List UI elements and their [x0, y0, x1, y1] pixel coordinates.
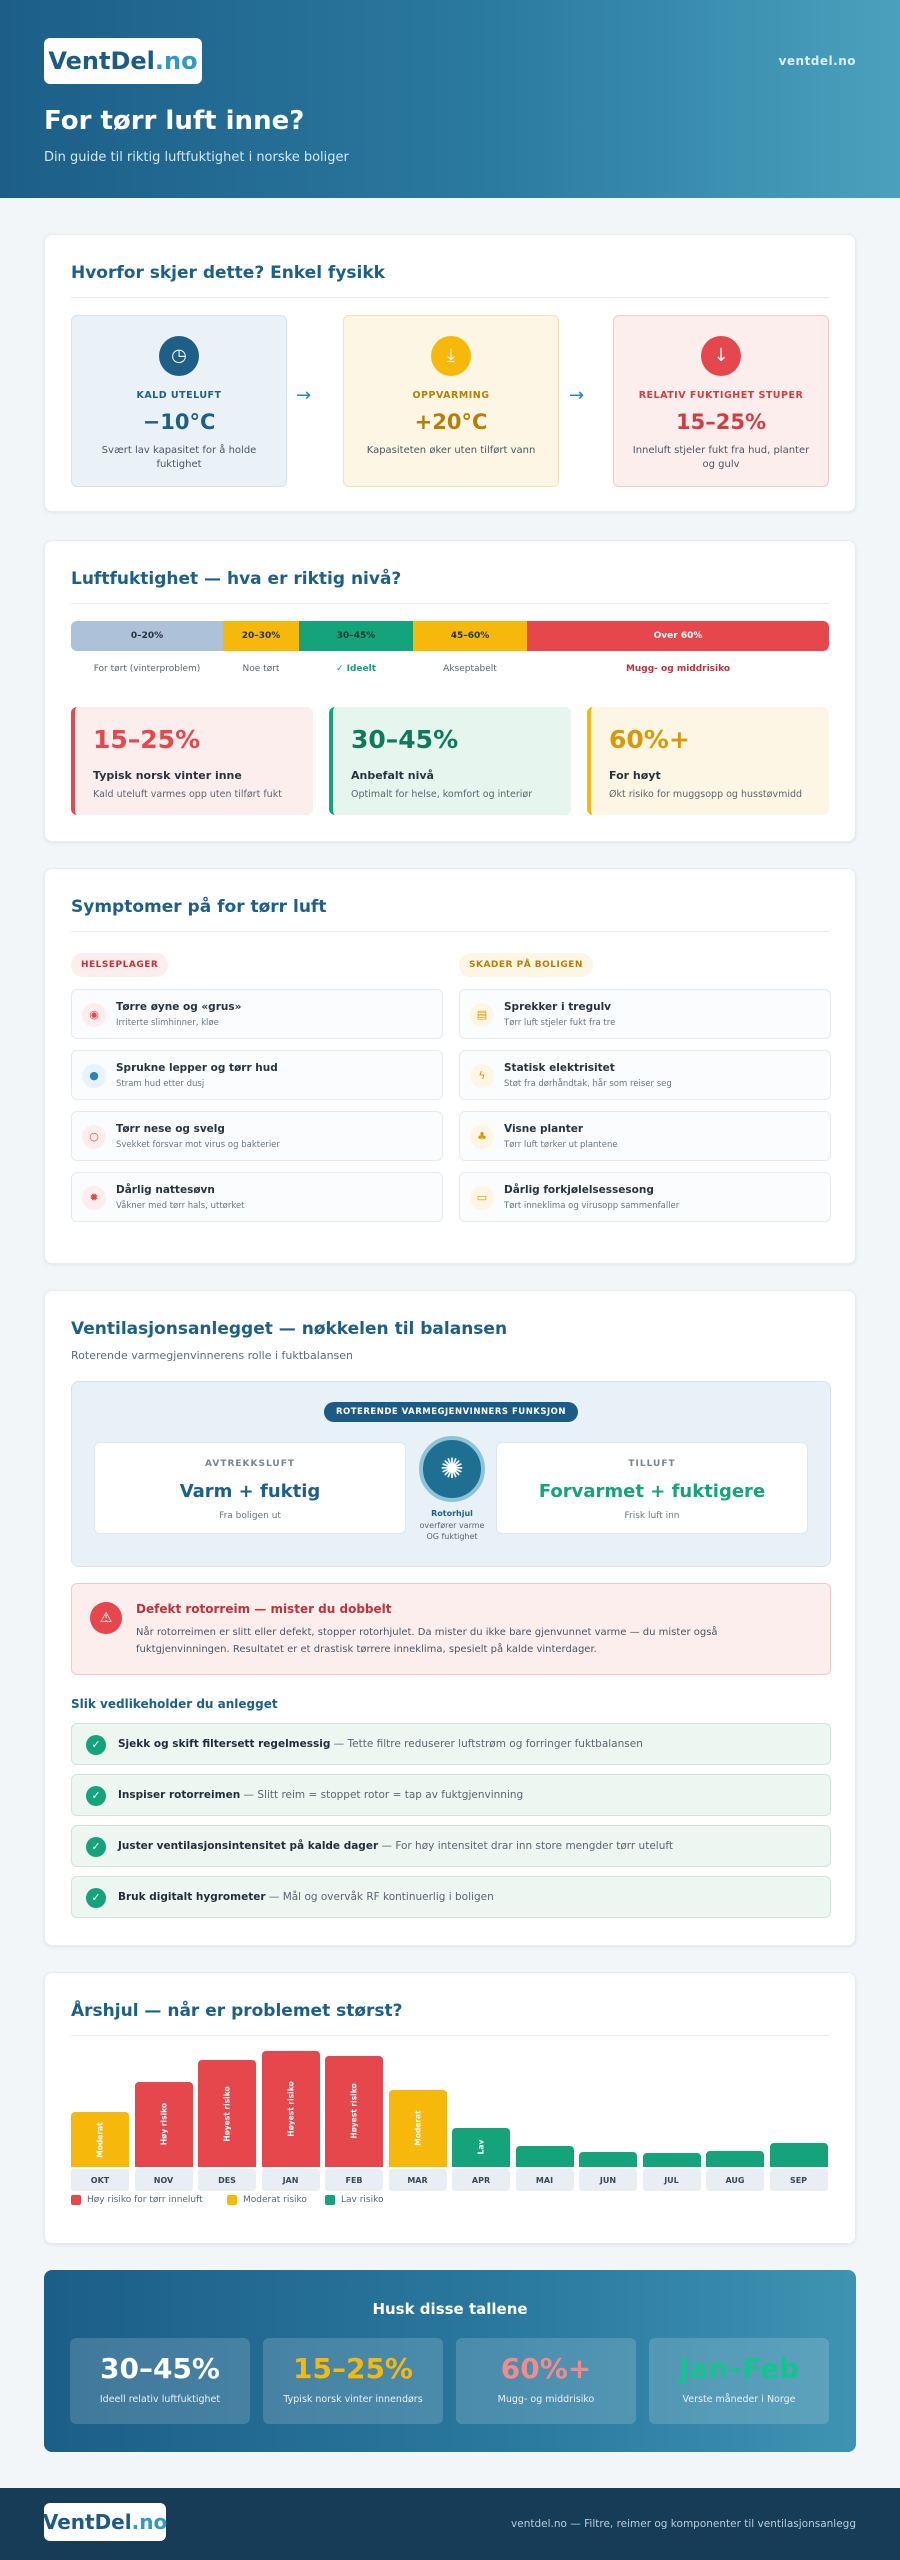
ventilation-title: Ventilasjonsanlegget — nøkkelen til balansen: [71, 1319, 508, 1339]
rotor-title: Rotorhjul: [431, 1509, 473, 1518]
plant-icon: ♣: [470, 1125, 494, 1149]
header-site-link[interactable]: ventdel.no: [778, 54, 856, 68]
legend-item: [71, 2195, 203, 2205]
legend-item: [325, 2195, 384, 2205]
range-value: 30–45%: [351, 725, 459, 754]
step-label: OPPVARMING: [412, 390, 490, 401]
symptoms-title: Symptomer på for tørr luft: [71, 897, 327, 917]
scale-segment: 20–30%: [223, 621, 299, 651]
maintenance-rest: — Slitt reim = stoppet rotor = tap av fuktgjenvinning: [240, 1789, 524, 1801]
supply-sub: Frisk luft inn: [624, 1511, 680, 1521]
bar-label: Høyest risiko: [286, 2081, 295, 2137]
supply-main: Forvarmet + fuktigere: [538, 1481, 766, 1502]
scale-segment: 45–60%: [413, 621, 527, 651]
symptom-desc: Stram hud etter dusj: [116, 1079, 205, 1089]
physics-step-humidity-drop: [613, 315, 829, 487]
exhaust-head: AVTREKKSLUFT: [205, 1459, 295, 1469]
bar-label: Høy risiko: [159, 2103, 168, 2146]
symptom-desc: Støt fra dørhåndtak, hår som reiser seg: [504, 1079, 672, 1089]
chart-month-label: NOV: [135, 2169, 193, 2191]
legend-label: Lav risiko: [341, 2195, 384, 2205]
summary-label: Mugg- og middrisiko: [497, 2394, 595, 2405]
chart-month-label: APR: [452, 2169, 510, 2191]
symptom-title: Dårlig forkjølelsessesong: [504, 1184, 654, 1196]
divider: [71, 297, 829, 298]
sun-icon: ✹: [82, 1186, 106, 1210]
footer-logo[interactable]: [44, 2503, 166, 2541]
maintenance-bold: Inspiser rotorreimen: [118, 1789, 241, 1801]
symptom-desc: Irriterte slimhinner, kløe: [116, 1018, 219, 1028]
check-icon: ✓: [86, 1786, 106, 1806]
symptom-desc: Tørr luft tørker ut plantene: [504, 1140, 618, 1150]
health-tag: HELSEPLAGER: [71, 953, 168, 977]
range-desc: Økt risiko for muggsopp og husstøvmidd: [609, 789, 803, 800]
step-desc: Svært lav kapasitet for å holde fuktighet: [101, 445, 257, 470]
scale-label: Akseptabelt: [443, 664, 497, 674]
rotor-wheel-icon: ✺: [419, 1436, 485, 1502]
symptom-item: [459, 989, 831, 1039]
home-tag: SKADER PÅ BOLIGEN: [459, 953, 593, 977]
chart-bar: [262, 2051, 320, 2167]
range-card-ideal: [329, 707, 571, 815]
legend-swatch: [325, 2195, 335, 2205]
symptom-title: Visne planter: [504, 1123, 584, 1135]
symptom-item: [459, 1111, 831, 1161]
summary-label: Ideell relativ luftfuktighet: [99, 2394, 221, 2405]
chart-month-label: MAR: [389, 2169, 447, 2191]
chart-month-label: AUG: [706, 2169, 764, 2191]
lightning-icon: ϟ: [470, 1064, 494, 1088]
rotor-desc: overfører varme: [419, 1521, 485, 1530]
step-value: +20°C: [414, 410, 488, 434]
scale-label: Noe tørt: [242, 664, 280, 674]
ventilation-section: [44, 1290, 856, 1946]
summary-label: Typisk norsk vinter innendørs: [283, 2394, 423, 2405]
logo-text: VentDel: [48, 47, 155, 75]
range-desc: Optimalt for helse, komfort og interiør: [351, 789, 533, 800]
chart-month-label: DES: [198, 2169, 256, 2191]
logo-text: VentDel: [42, 2510, 132, 2534]
range-title: Anbefalt nivå: [351, 769, 434, 782]
year-wheel-chart: [44, 1972, 856, 2244]
symptom-item: [71, 1111, 443, 1161]
humidity-section: [44, 540, 856, 842]
summary-section: [44, 2270, 856, 2452]
header-logo[interactable]: [44, 38, 202, 84]
summary-value: 15–25%: [293, 2352, 413, 2385]
maintenance-bold: Sjekk og skift filtersett regelmessig: [118, 1738, 331, 1750]
download-icon: ⤓: [431, 336, 471, 376]
chart-bar: [389, 2090, 447, 2167]
chart-month-label: OKT: [71, 2169, 129, 2191]
summary-box: [70, 2338, 250, 2424]
step-value: 15–25%: [676, 410, 766, 434]
bar-label: Høyest risiko: [222, 2085, 232, 2142]
symptoms-section: [44, 868, 856, 1264]
range-title: Typisk norsk vinter inne: [93, 769, 242, 782]
scale-segment: 0–20%: [71, 621, 223, 651]
humidity-title: Luftfuktighet — hva er riktig nivå?: [71, 569, 402, 589]
rotor-belt-warning: [71, 1583, 831, 1675]
range-card-winter: [71, 707, 313, 815]
step-desc: Inneluft stjeler fukt fra hud, planter og gulv: [632, 445, 810, 470]
rotor-desc: OG fuktighet: [426, 1532, 478, 1541]
footer-text: ventdel.no — Filtre, reimer og komponenter til ventilasjonsanlegg: [511, 2518, 856, 2530]
maintenance-title: Slik vedlikeholder du anlegget: [71, 1697, 278, 1711]
summary-value: 60%+: [500, 2352, 592, 2385]
chart-bar: [325, 2056, 383, 2167]
maintenance-item: [71, 1876, 831, 1918]
legend-label: Moderat risiko: [243, 2195, 307, 2205]
chart-month-label: SEP: [770, 2169, 828, 2191]
chart-title: Årshjul — når er problemet størst?: [71, 2001, 403, 2021]
symptom-item: [459, 1050, 831, 1100]
chart-bar: [71, 2112, 129, 2167]
legend-swatch: [227, 2195, 237, 2205]
chart-bar: [706, 2151, 764, 2167]
symptom-item: [71, 1050, 443, 1100]
supply-card: [496, 1442, 808, 1534]
maintenance-bold: Bruk digitalt hygrometer: [118, 1891, 266, 1903]
scale-label: Mugg- og middrisiko: [625, 664, 731, 674]
symptom-item: [459, 1172, 831, 1222]
divider: [71, 2035, 829, 2036]
maintenance-rest: — Mål og overvåk RF kontinuerlig i boligen: [265, 1891, 494, 1903]
scale-segment: Over 60%: [527, 621, 829, 651]
chart-bar: [579, 2152, 637, 2167]
divider: [71, 603, 829, 604]
symptom-title: Sprekker i tregulv: [504, 1001, 612, 1013]
symptom-item: [71, 989, 443, 1039]
symptom-desc: Våkner med tørr hals, uttørket: [116, 1201, 245, 1211]
chart-month-label: MAI: [516, 2169, 574, 2191]
physics-title: Hvorfor skjer dette? Enkel fysikk: [71, 263, 385, 283]
warning-desc: Når rotorreimen er slitt eller defekt, stopper rotorhjulet. Da mister du ikke bare gjenvunnet varme — du mister også fuktgjenvinningen. Resultatet er et drastisk tørrere inneklima, spesielt på kalde vinterdager.: [136, 1627, 718, 1655]
chart-month-label: JUN: [579, 2169, 637, 2191]
logo-suffix: .no: [131, 2510, 168, 2534]
droplet-icon: ●: [82, 1064, 106, 1088]
bar-label: Moderat: [413, 2110, 422, 2146]
step-desc: Kapasiteten øker uten tilført vann: [366, 445, 536, 456]
rotor-pill: ROTERENDE VARMEGJENVINNERS FUNKSJON: [324, 1402, 578, 1422]
exhaust-card: [94, 1442, 406, 1534]
summary-box: [263, 2338, 443, 2424]
physics-step-cold: [71, 315, 287, 487]
range-title: For høyt: [609, 769, 661, 782]
bar-label: Moderat: [95, 2122, 105, 2158]
arrow-right-icon: →: [296, 385, 312, 406]
symptom-item: [71, 1172, 443, 1222]
check-icon: ✓: [86, 1735, 106, 1755]
maintenance-rest: — Tette filtre reduserer luftstrøm og forringer fuktbalansen: [330, 1738, 643, 1750]
summary-title: Husk disse tallene: [372, 2300, 528, 2318]
scale-label: For tørt (vinterproblem): [93, 664, 201, 674]
logo-suffix: .no: [154, 47, 198, 75]
summary-box: [649, 2338, 829, 2424]
arrow-right-icon: →: [569, 385, 585, 406]
step-label: KALD UTELUFT: [136, 390, 222, 401]
exhaust-main: Varm + fuktig: [179, 1481, 321, 1502]
page-title: For tørr luft inne?: [44, 106, 305, 136]
maintenance-item: [71, 1774, 831, 1816]
supply-head: TILLUFT: [628, 1459, 676, 1469]
step-label: RELATIV FUKTIGHET STUPER: [638, 390, 804, 401]
chart-bar: [516, 2146, 574, 2167]
range-card-high: [587, 707, 829, 815]
legend-swatch: [71, 2195, 81, 2205]
humidity-scale: [71, 621, 829, 651]
symptom-title: Tørr nese og svelg: [116, 1123, 225, 1135]
check-icon: ✓: [86, 1837, 106, 1857]
ventilation-subtitle: Roterende varmegjenvinnerens rolle i fuktbalansen: [71, 1349, 354, 1362]
symptom-title: Statisk elektrisitet: [504, 1062, 615, 1074]
bar-label: Høyest risiko: [349, 2083, 359, 2139]
summary-label: Verste måneder i Norge: [682, 2394, 796, 2405]
summary-value: 30–45%: [100, 2352, 220, 2385]
maintenance-bold: Juster ventilasjonsintensitet på kalde dager: [118, 1840, 379, 1852]
chart-month-label: JAN: [262, 2169, 320, 2191]
rotor-diagram: [71, 1381, 831, 1567]
chart-bar: [452, 2128, 510, 2167]
maintenance-item: [71, 1825, 831, 1867]
divider: [71, 931, 829, 932]
symptom-desc: Tørr luft stjeler fukt fra tre: [504, 1018, 616, 1028]
legend-item: [227, 2195, 307, 2205]
chart-bar: [770, 2143, 828, 2167]
chart-month-label: FEB: [325, 2169, 383, 2191]
range-value: 60%+: [609, 725, 690, 754]
legend-label: Høy risiko for tørr inneluft: [87, 2195, 203, 2205]
eye-icon: ◉: [82, 1003, 106, 1027]
symptom-title: Tørre øyne og «grus»: [116, 1001, 242, 1013]
bar-label: Lav: [476, 2139, 486, 2155]
symptom-title: Dårlig nattesøvn: [116, 1184, 215, 1196]
physics-step-heating: [343, 315, 559, 487]
bag-icon: ▭: [470, 1186, 494, 1210]
warning-icon: ⚠: [90, 1602, 122, 1634]
hero-banner: [0, 0, 900, 198]
chart-bar: [198, 2060, 256, 2167]
page-subtitle: Din guide til riktig luftfuktighet i norske boliger: [44, 150, 349, 165]
scale-segment: 30–45%: [299, 621, 413, 651]
check-icon: ✓: [86, 1888, 106, 1908]
footer: [0, 2488, 900, 2560]
warning-title: Defekt rotorreim — mister du dobbelt: [136, 1602, 392, 1616]
physics-section: [44, 234, 856, 512]
clock-icon: ◷: [159, 336, 199, 376]
floor-icon: ▤: [470, 1003, 494, 1027]
chart-month-label: JUL: [643, 2169, 701, 2191]
summary-value: Jan–Feb: [678, 2352, 800, 2385]
range-desc: Kald uteluft varmes opp uten tilført fukt: [93, 789, 282, 800]
chart-bar: [643, 2153, 701, 2167]
symptom-desc: Tørt inneklima og virusopp sammenfaller: [504, 1201, 680, 1211]
maintenance-item: [71, 1723, 831, 1765]
arrow-down-icon: ↓: [701, 336, 741, 376]
step-value: −10°C: [142, 410, 216, 434]
symptom-title: Sprukne lepper og tørr hud: [116, 1062, 278, 1074]
exhaust-sub: Fra boligen ut: [219, 1511, 281, 1521]
nose-icon: ○: [82, 1125, 106, 1149]
summary-box: [456, 2338, 636, 2424]
maintenance-rest: — For høy intensitet drar inn store mengder tørr uteluft: [378, 1840, 673, 1852]
scale-label: ✓ Ideelt: [335, 664, 377, 674]
chart-bar: [135, 2082, 193, 2167]
symptom-desc: Svekket forsvar mot virus og bakterier: [116, 1140, 280, 1150]
range-value: 15–25%: [93, 725, 201, 754]
